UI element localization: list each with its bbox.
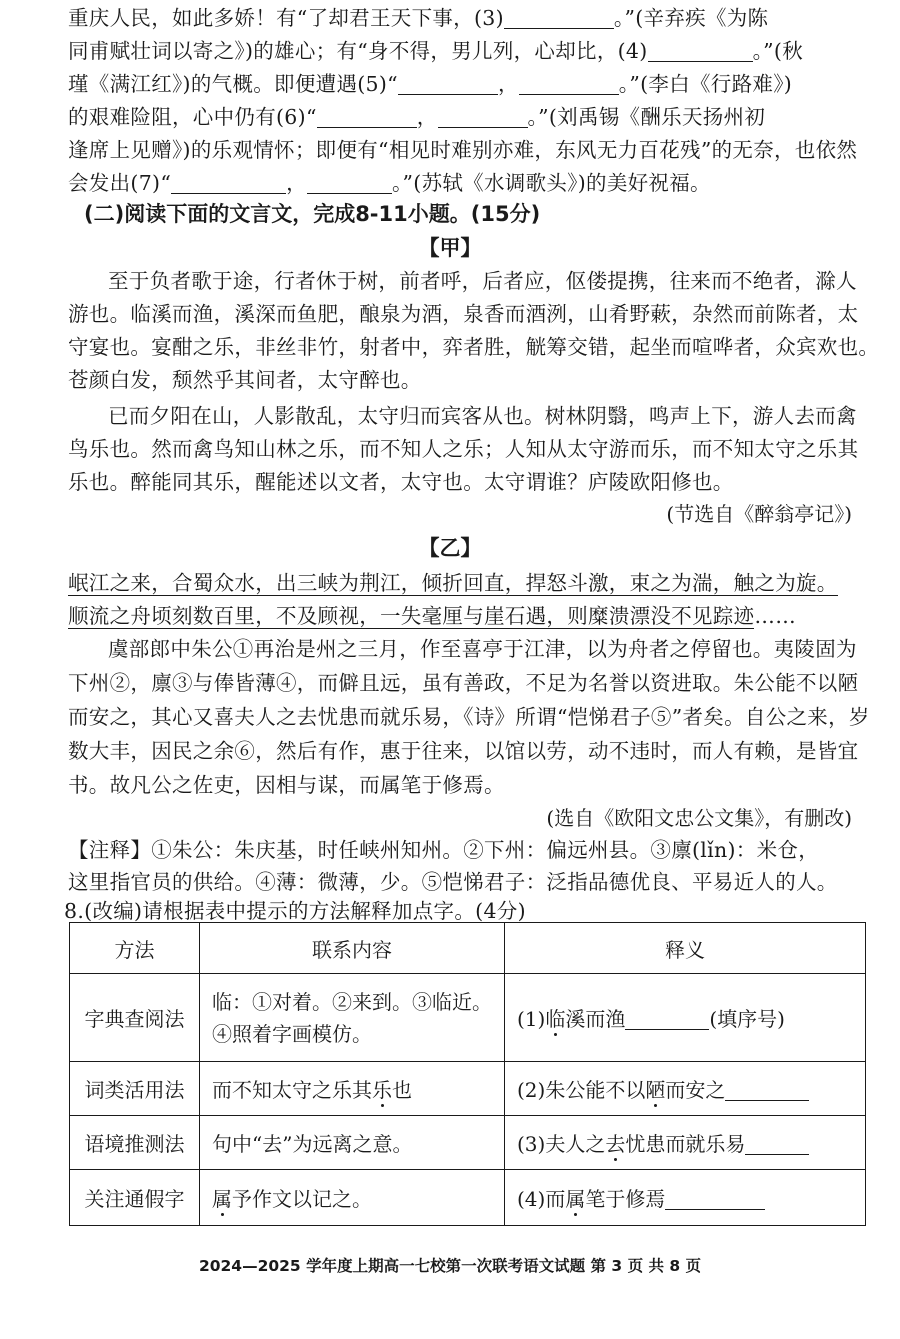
content-text: ④照着字画模仿。	[212, 1021, 372, 1046]
method-cell: 关注通假字	[70, 1170, 200, 1226]
dotted-char: 属	[212, 1187, 232, 1211]
content-cell	[200, 1170, 505, 1226]
text: 重庆人民，如此多娇！有“了却君王天下事，(3)	[68, 6, 504, 30]
content-text: 临：①对着。②来到。③临近。	[212, 989, 492, 1014]
text: (2)朱公能不以	[517, 1078, 646, 1102]
text: 而不知太守之乐其	[212, 1078, 372, 1102]
table-row	[70, 1062, 866, 1116]
answer-blank[interactable]	[625, 1007, 709, 1030]
text: 而安之	[665, 1078, 726, 1102]
answer-blank[interactable]	[171, 171, 286, 194]
jia-source: (节选自《醉翁亭记》)	[666, 502, 852, 526]
meaning-cell	[505, 974, 866, 1062]
text: 笔于修焉	[585, 1187, 666, 1211]
meaning-cell	[505, 1062, 866, 1116]
page-footer: 2024—2025 学年度上期高一七校第一次联考语文试题 第 3 页 共 8 页	[198, 1257, 702, 1275]
yi-line: 数大丰，因民之余⑥，然后有作，惠于往来，以馆以劳，动不违时，而人有赖，是皆宜	[68, 739, 859, 763]
meaning-cell	[505, 1170, 866, 1226]
table-header-row	[70, 923, 866, 974]
text: ，	[286, 171, 307, 195]
dotted-char: 临	[545, 1007, 566, 1031]
passage-jia-heading: 【甲】	[418, 236, 482, 260]
text: 同甫赋壮词以寄之》)的雄心；有“身不得，男儿列，心却比，(4)	[68, 39, 648, 63]
text: (4)而	[517, 1187, 566, 1211]
section-title: (二)阅读下面的文言文，完成8-11小题。(15分)	[84, 202, 541, 226]
text: 。”(刘禹锡《酬乐天扬州初	[527, 105, 766, 129]
jia-line: 至于负者歌于途，行者休于树，前者呼，后者应，伛偻提携，往来而不绝者，滁人	[108, 269, 857, 293]
answer-blank[interactable]	[504, 6, 614, 29]
answer-blank[interactable]	[725, 1078, 809, 1101]
jia-line: 守宴也。宴酣之乐，非丝非竹，射者中，弈者胜，觥筹交错，起坐而喧哗者，众宾欢也。	[68, 335, 880, 359]
content-cell: 句中“去”为远离之意。	[200, 1116, 505, 1170]
method-cell: 字典查阅法	[70, 974, 200, 1062]
underlined-text: 岷江之来，合蜀众水，出三峡为荆江，倾折回直，捍怒斗激，束之为湍，触之为旋。	[68, 571, 838, 595]
notes-line: 【注释】①朱公：朱庆基，时任峡州知州。②下州：偏远州县。③廪(lǐn)：米仓，	[68, 838, 820, 862]
answer-blank[interactable]	[317, 105, 417, 128]
content-cell	[200, 1062, 505, 1116]
jia-line: 乐也。醉能同其乐，醒能述以文者，太守也。太守谓谁？庐陵欧阳修也。	[68, 470, 734, 494]
poem-line-1	[68, 0, 768, 36]
dotted-char: 陋	[645, 1078, 666, 1102]
yi-underlined-line-1	[68, 565, 838, 601]
text: 会发出(7)“	[68, 171, 172, 195]
yi-source: (选自《欧阳文忠公文集》，有删改)	[546, 806, 852, 830]
answer-blank[interactable]	[745, 1132, 809, 1155]
yi-underlined-line-2	[68, 598, 796, 634]
text: ，	[416, 105, 438, 129]
jia-line: 苍颜白发，颓然乎其间者，太守醉也。	[68, 368, 422, 392]
yi-line: 而安之，其心又喜夫人之去忧患而就乐易，《诗》所谓“恺悌君子⑤”者矣。自公之来，岁	[68, 705, 870, 729]
answer-blank[interactable]	[519, 72, 619, 95]
answer-table	[69, 922, 866, 1226]
text: 瑾《满江红》)的气概。即便遭遇(5)“	[68, 72, 398, 96]
text: (3)夫人之	[517, 1132, 606, 1156]
poem-line-4	[68, 99, 765, 135]
text: 的艰难险阻，心中仍有(6)“	[68, 105, 317, 129]
table-header: 方法	[70, 923, 200, 974]
jia-line: 游也。临溪而渔，溪深而鱼肥，酿泉为酒，泉香而酒洌，山肴野蔌，杂然而前陈者，太	[68, 302, 859, 326]
content-cell	[200, 974, 505, 1062]
dotted-char: 去	[605, 1132, 626, 1156]
text: 予作文以记之。	[232, 1187, 372, 1211]
dotted-char: 属	[565, 1187, 586, 1211]
yi-line: 下州②，廪③与俸皆薄④，而僻且远，虽有善政，不足为名誉以资进取。朱公能不以陋	[68, 671, 859, 695]
method-cell: 词类活用法	[70, 1062, 200, 1116]
answer-blank[interactable]	[398, 72, 498, 95]
answer-blank[interactable]	[648, 39, 753, 62]
poem-line-2	[68, 33, 803, 69]
table-row	[70, 1116, 866, 1170]
ellipsis: ……	[754, 604, 797, 628]
text: (1)	[517, 1007, 546, 1031]
jia-line: 鸟乐也。然而禽鸟知山林之乐，而不知人之乐；人知从太守游而乐，而不知太守之乐其	[68, 437, 859, 461]
text: 。”(秋	[752, 39, 804, 63]
jia-line: 已而夕阳在山，人影散乱，太守归而宾客从也。树林阴翳，鸣声上下，游人去而禽	[108, 404, 857, 428]
dotted-char: 乐	[372, 1078, 392, 1102]
yi-line: 书。故凡公之佐吏，因相与谋，而属笔于修焉。	[68, 773, 505, 797]
text: 。”(苏轼《水调歌头》)的美好祝福。	[391, 171, 711, 195]
poem-line-3	[68, 66, 792, 102]
text: 忧患而就乐易	[625, 1132, 746, 1156]
hint-text: (填序号)	[709, 1007, 785, 1031]
text: 溪而渔	[565, 1007, 626, 1031]
table-row	[70, 1170, 866, 1226]
passage-yi-heading: 【乙】	[418, 536, 482, 560]
table-header: 释义	[505, 923, 866, 974]
yi-line: 虞部郎中朱公①再治是州之三月，作至喜亭于江津，以为舟者之停留也。夷陵固为	[108, 637, 857, 661]
table-row	[70, 974, 866, 1062]
answer-blank[interactable]	[307, 171, 392, 194]
underlined-text: 顺流之舟顷刻数百里，不及顾视，一失毫厘与崖石遇，则糜溃漂没不见踪迹	[68, 604, 755, 628]
text: 也	[392, 1078, 412, 1102]
answer-blank[interactable]	[438, 105, 528, 128]
notes-line: 这里指官员的供给。④薄：微薄，少。⑤恺悌君子：泛指品德优良、平易近人的人。	[68, 870, 838, 894]
text: 。”(辛弃疾《为陈	[613, 6, 769, 30]
meaning-cell	[505, 1116, 866, 1170]
text: 。”(李白《行路难》)	[618, 72, 793, 96]
question-8: 8.(改编)请根据表中提示的方法解释加点字。(4分)	[64, 899, 526, 923]
text: ，	[497, 72, 519, 96]
method-cell: 语境推测法	[70, 1116, 200, 1170]
poem-line-5: 逢席上见赠》)的乐观情怀；即便有“相见时难别亦难，东风无力百花残”的无奈，也依然	[68, 138, 858, 162]
answer-blank[interactable]	[665, 1187, 765, 1210]
table-header: 联系内容	[200, 923, 505, 974]
